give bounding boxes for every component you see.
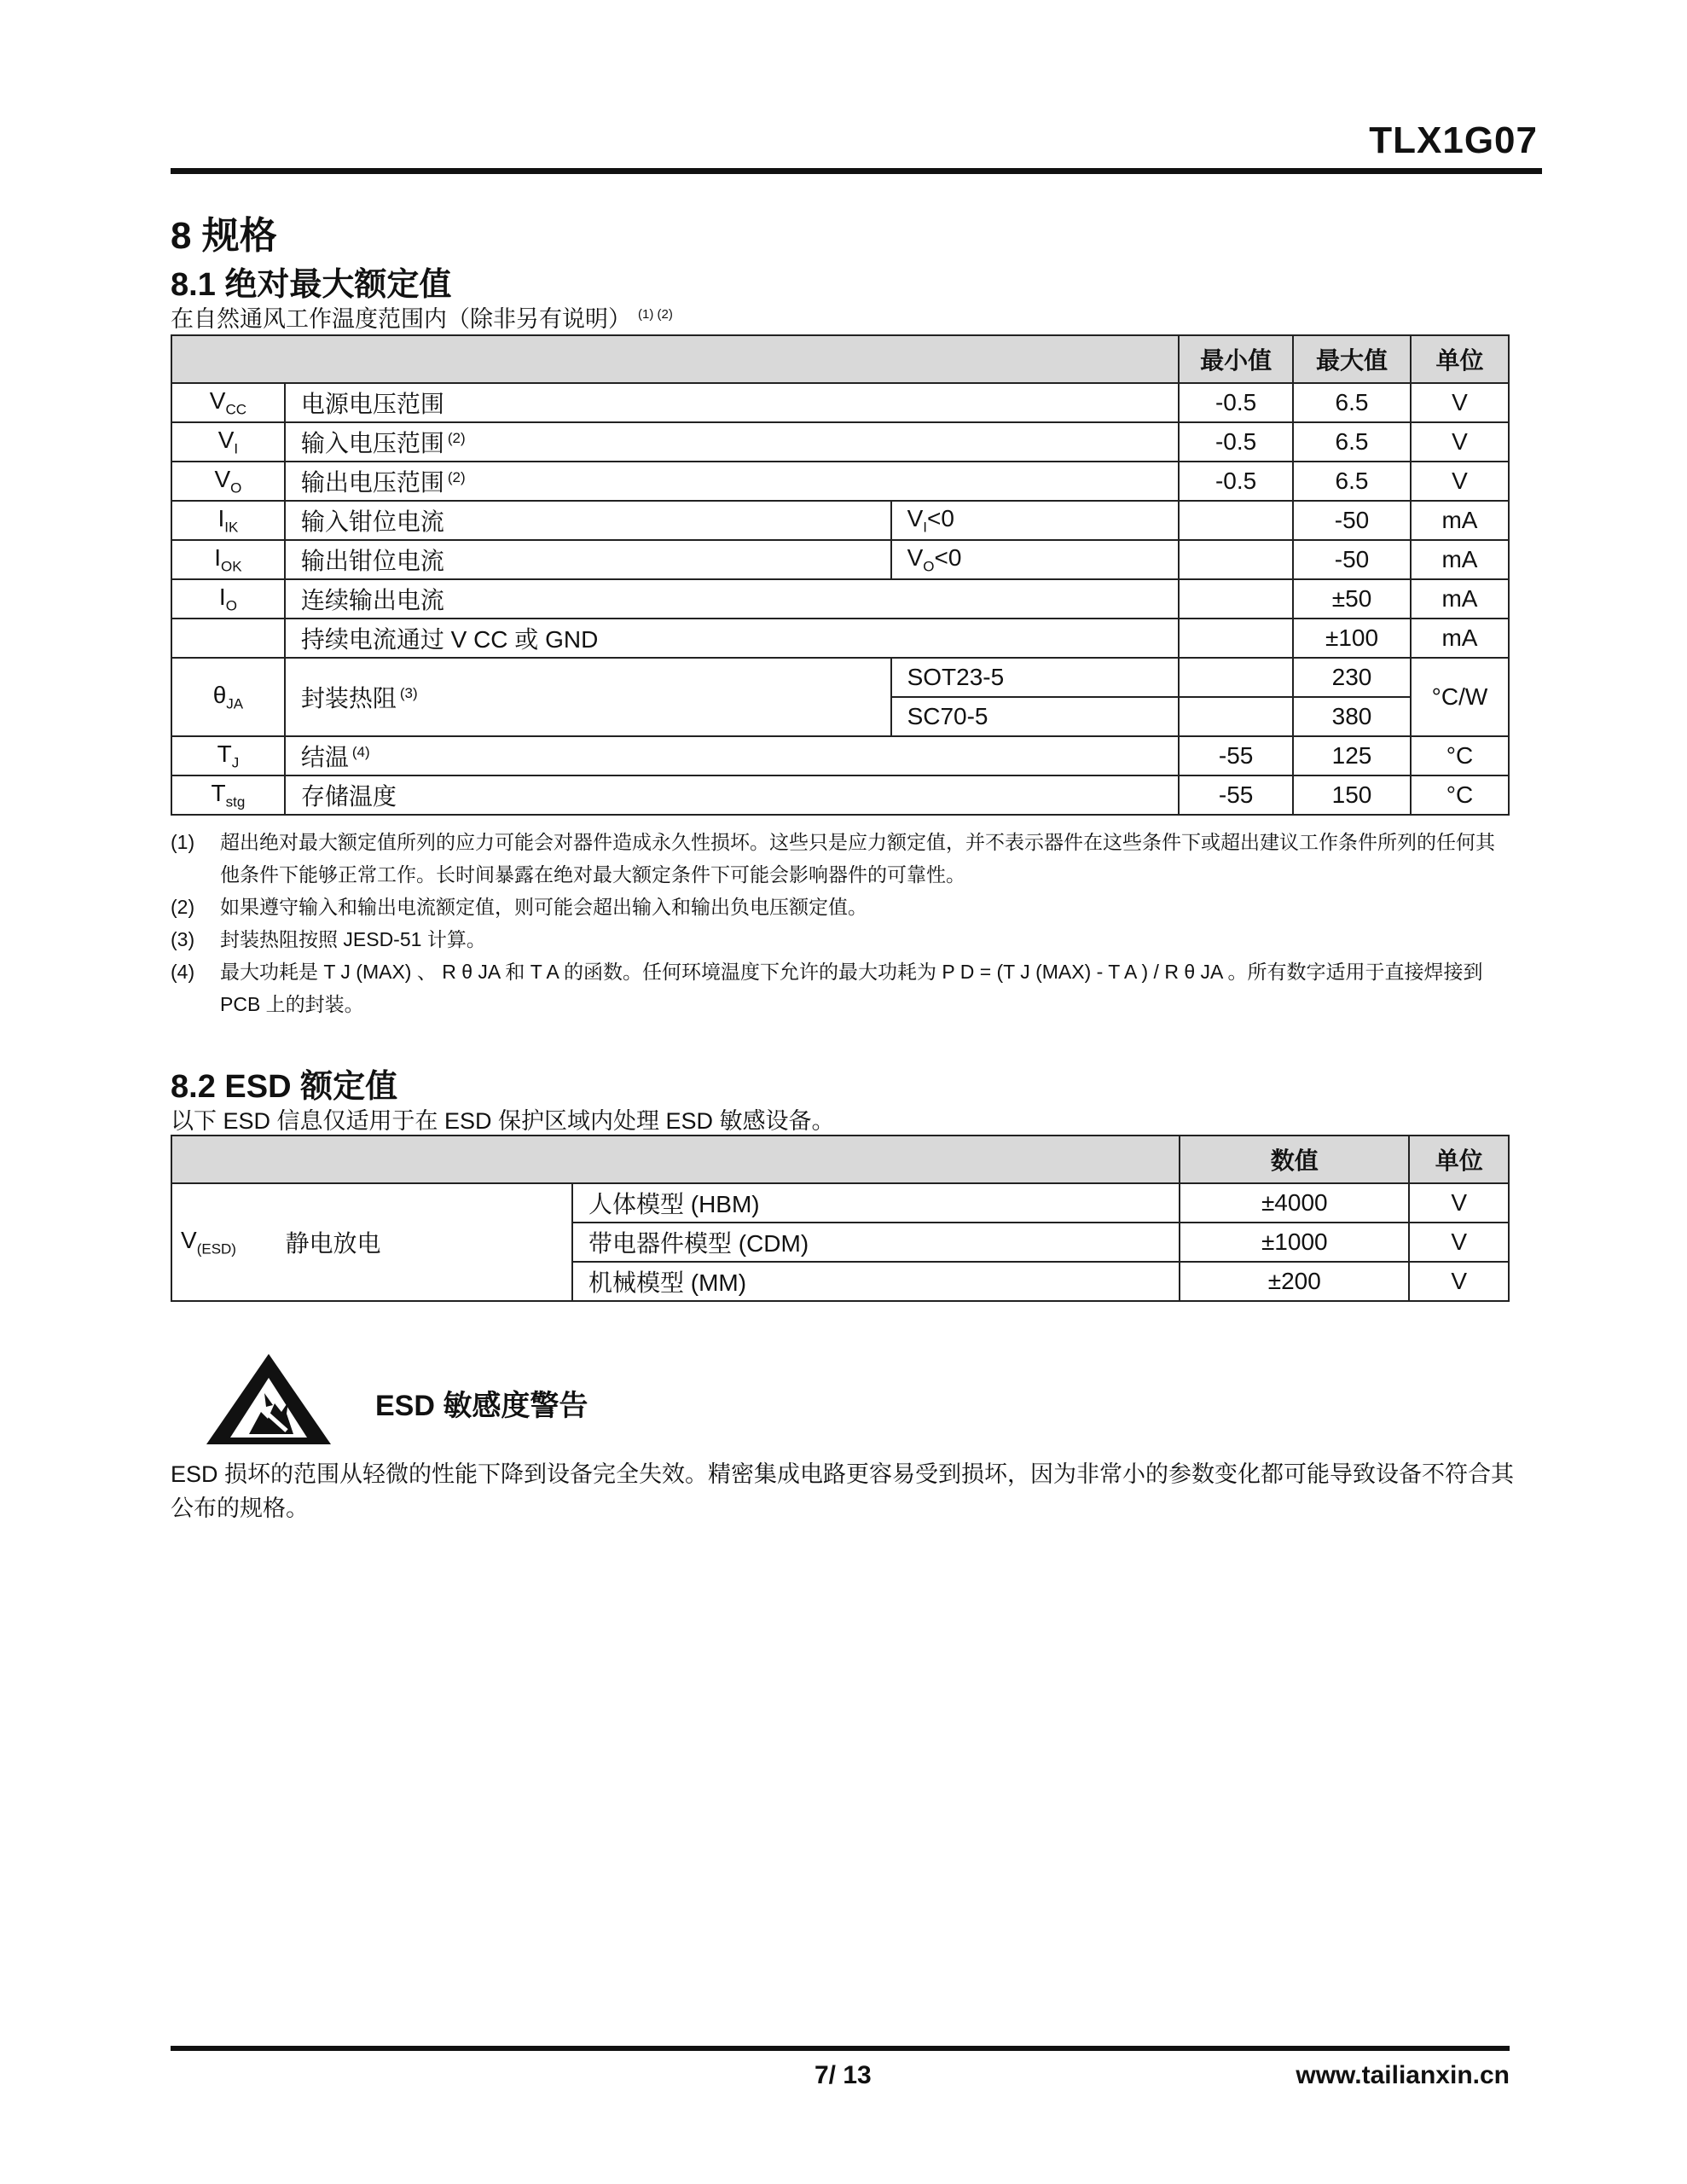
abs-max-header-row: [171, 335, 1509, 383]
abs-max-row: [171, 619, 1509, 658]
row-max: 150: [1293, 775, 1411, 815]
row-unit: mA: [1411, 619, 1509, 658]
esd-value: ±1000: [1180, 1223, 1409, 1262]
abs-max-row: [171, 462, 1509, 501]
row-max: ±100: [1293, 619, 1411, 658]
abs-max-row: [171, 383, 1509, 422]
symbol-subscript: J: [231, 754, 240, 771]
abs-max-row: [171, 422, 1509, 462]
symbol: θ: [212, 681, 227, 708]
row-package: SC70-5: [891, 697, 1180, 736]
header-rule: [171, 168, 1542, 174]
footer-rule: [171, 2046, 1510, 2051]
esd-unit: V: [1409, 1262, 1509, 1301]
header-title: TLX1G07: [1369, 119, 1538, 161]
row-unit: °C/W: [1411, 658, 1509, 736]
esd-warning-icon: [205, 1352, 333, 1446]
row-param: 结温 $^{(4)}$: [285, 736, 1179, 775]
note-number: (4): [171, 961, 195, 983]
row-symbol: [171, 775, 285, 815]
row-min: -0.5: [1179, 462, 1293, 501]
esd-model: 人体模型 (HBM): [572, 1183, 1180, 1223]
row-symbol: [171, 501, 285, 540]
symbol: I: [217, 504, 225, 531]
row-symbol: [171, 736, 285, 775]
row-param: 连续输出电流: [285, 579, 1179, 619]
row-symbol: [171, 579, 285, 619]
row-min: -0.5: [1179, 383, 1293, 422]
header-blank: [171, 1136, 1180, 1183]
row-max: 6.5: [1293, 422, 1411, 462]
row-param: 电源电压范围: [285, 383, 1179, 422]
row-min: [1179, 540, 1293, 579]
row-unit: V: [1411, 462, 1509, 501]
symbol: I: [214, 543, 222, 571]
symbol-subscript: O: [225, 597, 237, 614]
row-max: ±50: [1293, 579, 1411, 619]
symbol: V: [214, 465, 231, 492]
symbol: V: [209, 386, 226, 414]
abs-max-notes: [171, 826, 1514, 1020]
symbol-subscript: OK: [221, 558, 242, 575]
row-min: [1179, 697, 1293, 736]
symbol-subscript: I: [234, 440, 239, 457]
symbol: T: [217, 740, 232, 767]
col-max: 最大值: [1293, 335, 1411, 383]
esd-title: 8.2 ESD 额定值: [171, 1069, 398, 1105]
row-min: -55: [1179, 736, 1293, 775]
row-unit: mA: [1411, 579, 1509, 619]
note-text: 超出绝对最大额定值所列的应力可能会对器件造成永久性损坏。这些只是应力额定值，并不表示器件在这些条件下或超出建议工作条件所列的任何其他条件下能够正常工作。长时间暴露在绝对最大额定条件下可能会影响器件的可靠性。: [220, 831, 1495, 886]
esd-symbol: $V_{(ESD)}$: [171, 1183, 270, 1301]
col-min: 最小值: [1179, 335, 1293, 383]
row-unit: °C: [1411, 775, 1509, 815]
row-symbol: [171, 619, 285, 658]
row-max: 125: [1293, 736, 1411, 775]
row-package: SOT23-5: [891, 658, 1180, 697]
note-text: 最大功耗是 T J (MAX) 、 R θ JA 和 T A 的函数。任何环境温度下允许的最大功耗为 P D = (T J (MAX) - T A ) / R θ JA 。所有数字适用于直接焊接到 PCB 上的封装。: [220, 961, 1483, 1015]
abs-max-row-theta: [171, 658, 1509, 697]
row-max: -50: [1293, 540, 1411, 579]
esd-model: 带电器件模型 (CDM): [572, 1223, 1180, 1262]
note-number: (3): [171, 928, 195, 950]
row-max: 230: [1293, 658, 1411, 697]
symbol-subscript: O: [230, 479, 242, 497]
row-min: [1179, 501, 1293, 540]
row-condition: $V_O<0$: [891, 540, 1180, 579]
symbol-subscript: JA: [226, 695, 244, 712]
section-title: 8 规格: [171, 215, 277, 257]
esd-value: ±200: [1180, 1262, 1409, 1301]
row-unit: mA: [1411, 540, 1509, 579]
row-param: 持续电流通过 V CC 或 GND: [285, 619, 1179, 658]
symbol: T: [211, 779, 226, 806]
esd-warning-title: ESD 敏感度警告: [375, 1390, 588, 1422]
abs-max-title: 8.1 绝对最大额定值: [171, 267, 452, 303]
note-item: [171, 956, 1514, 1020]
abs-max-row: [171, 775, 1509, 815]
esd-model: 机械模型 (MM): [572, 1262, 1180, 1301]
row-symbol: [171, 540, 285, 579]
row-unit: V: [1411, 383, 1509, 422]
esd-param: 静电放电: [270, 1183, 572, 1301]
row-param: 输入钳位电流: [285, 501, 891, 540]
abs-max-row: [171, 540, 1509, 579]
note-item: [171, 826, 1514, 891]
row-min: [1179, 658, 1293, 697]
note-text: 封装热阻按照 JESD-51 计算。: [220, 928, 486, 950]
abs-max-table: [171, 334, 1510, 816]
row-max: 380: [1293, 697, 1411, 736]
row-max: 6.5: [1293, 383, 1411, 422]
symbol: V: [217, 426, 235, 453]
esd-warning-text: ESD 损坏的范围从轻微的性能下降到设备完全失效。精密集成电路更容易受到损坏，因为非常小的参数变化都可能导致设备不符合其公布的规格。: [171, 1461, 1515, 1521]
row-max: -50: [1293, 501, 1411, 540]
abs-max-condition: 在自然通风工作温度范围内（除非另有说明） $^{(1) (2)}$: [171, 306, 673, 332]
symbol: I: [218, 583, 226, 610]
page-number: 7/ 13: [815, 2061, 872, 2089]
row-unit: °C: [1411, 736, 1509, 775]
header-blank: [171, 335, 1179, 383]
row-unit: V: [1411, 422, 1509, 462]
row-max: 6.5: [1293, 462, 1411, 501]
abs-max-row: [171, 579, 1509, 619]
note-text: 如果遵守输入和输出电流额定值，则可能会超出输入和输出负电压额定值。: [220, 896, 867, 918]
esd-unit: V: [1409, 1223, 1509, 1262]
col-unit: 单位: [1411, 335, 1509, 383]
row-symbol: [171, 462, 285, 501]
row-param: 输入电压范围 $^{(2)}$: [285, 422, 1179, 462]
row-symbol: [171, 658, 285, 736]
note-item: [171, 891, 1514, 923]
row-symbol: [171, 422, 285, 462]
row-min: -0.5: [1179, 422, 1293, 462]
symbol-subscript: stg: [225, 793, 246, 810]
row-min: [1179, 579, 1293, 619]
abs-max-row: [171, 736, 1509, 775]
esd-header-row: [171, 1136, 1509, 1183]
row-min: -55: [1179, 775, 1293, 815]
row-param: 封装热阻 $^{(3)}$: [285, 658, 891, 736]
esd-description: 以下 ESD 信息仅适用于在 ESD 保护区域内处理 ESD 敏感设备。: [171, 1108, 835, 1134]
col-value: 数值: [1180, 1136, 1409, 1183]
row-condition: $V_I<0$: [891, 501, 1180, 540]
row-unit: mA: [1411, 501, 1509, 540]
row-param: 存储温度: [285, 775, 1179, 815]
row-symbol: [171, 383, 285, 422]
col-unit: 单位: [1409, 1136, 1509, 1183]
esd-row: [171, 1183, 1509, 1223]
row-param: 输出电压范围 $^{(2)}$: [285, 462, 1179, 501]
esd-value: ±4000: [1180, 1183, 1409, 1223]
esd-unit: V: [1409, 1183, 1509, 1223]
row-min: [1179, 619, 1293, 658]
esd-table: [171, 1135, 1510, 1302]
note-number: (1): [171, 831, 195, 853]
symbol-subscript: CC: [225, 401, 247, 418]
abs-max-row: [171, 501, 1509, 540]
note-item: [171, 923, 1514, 956]
note-number: (2): [171, 896, 195, 918]
footer-url[interactable]: www.tailianxin.cn: [1296, 2061, 1510, 2089]
row-param: 输出钳位电流: [285, 540, 891, 579]
symbol-subscript: IK: [224, 519, 239, 536]
